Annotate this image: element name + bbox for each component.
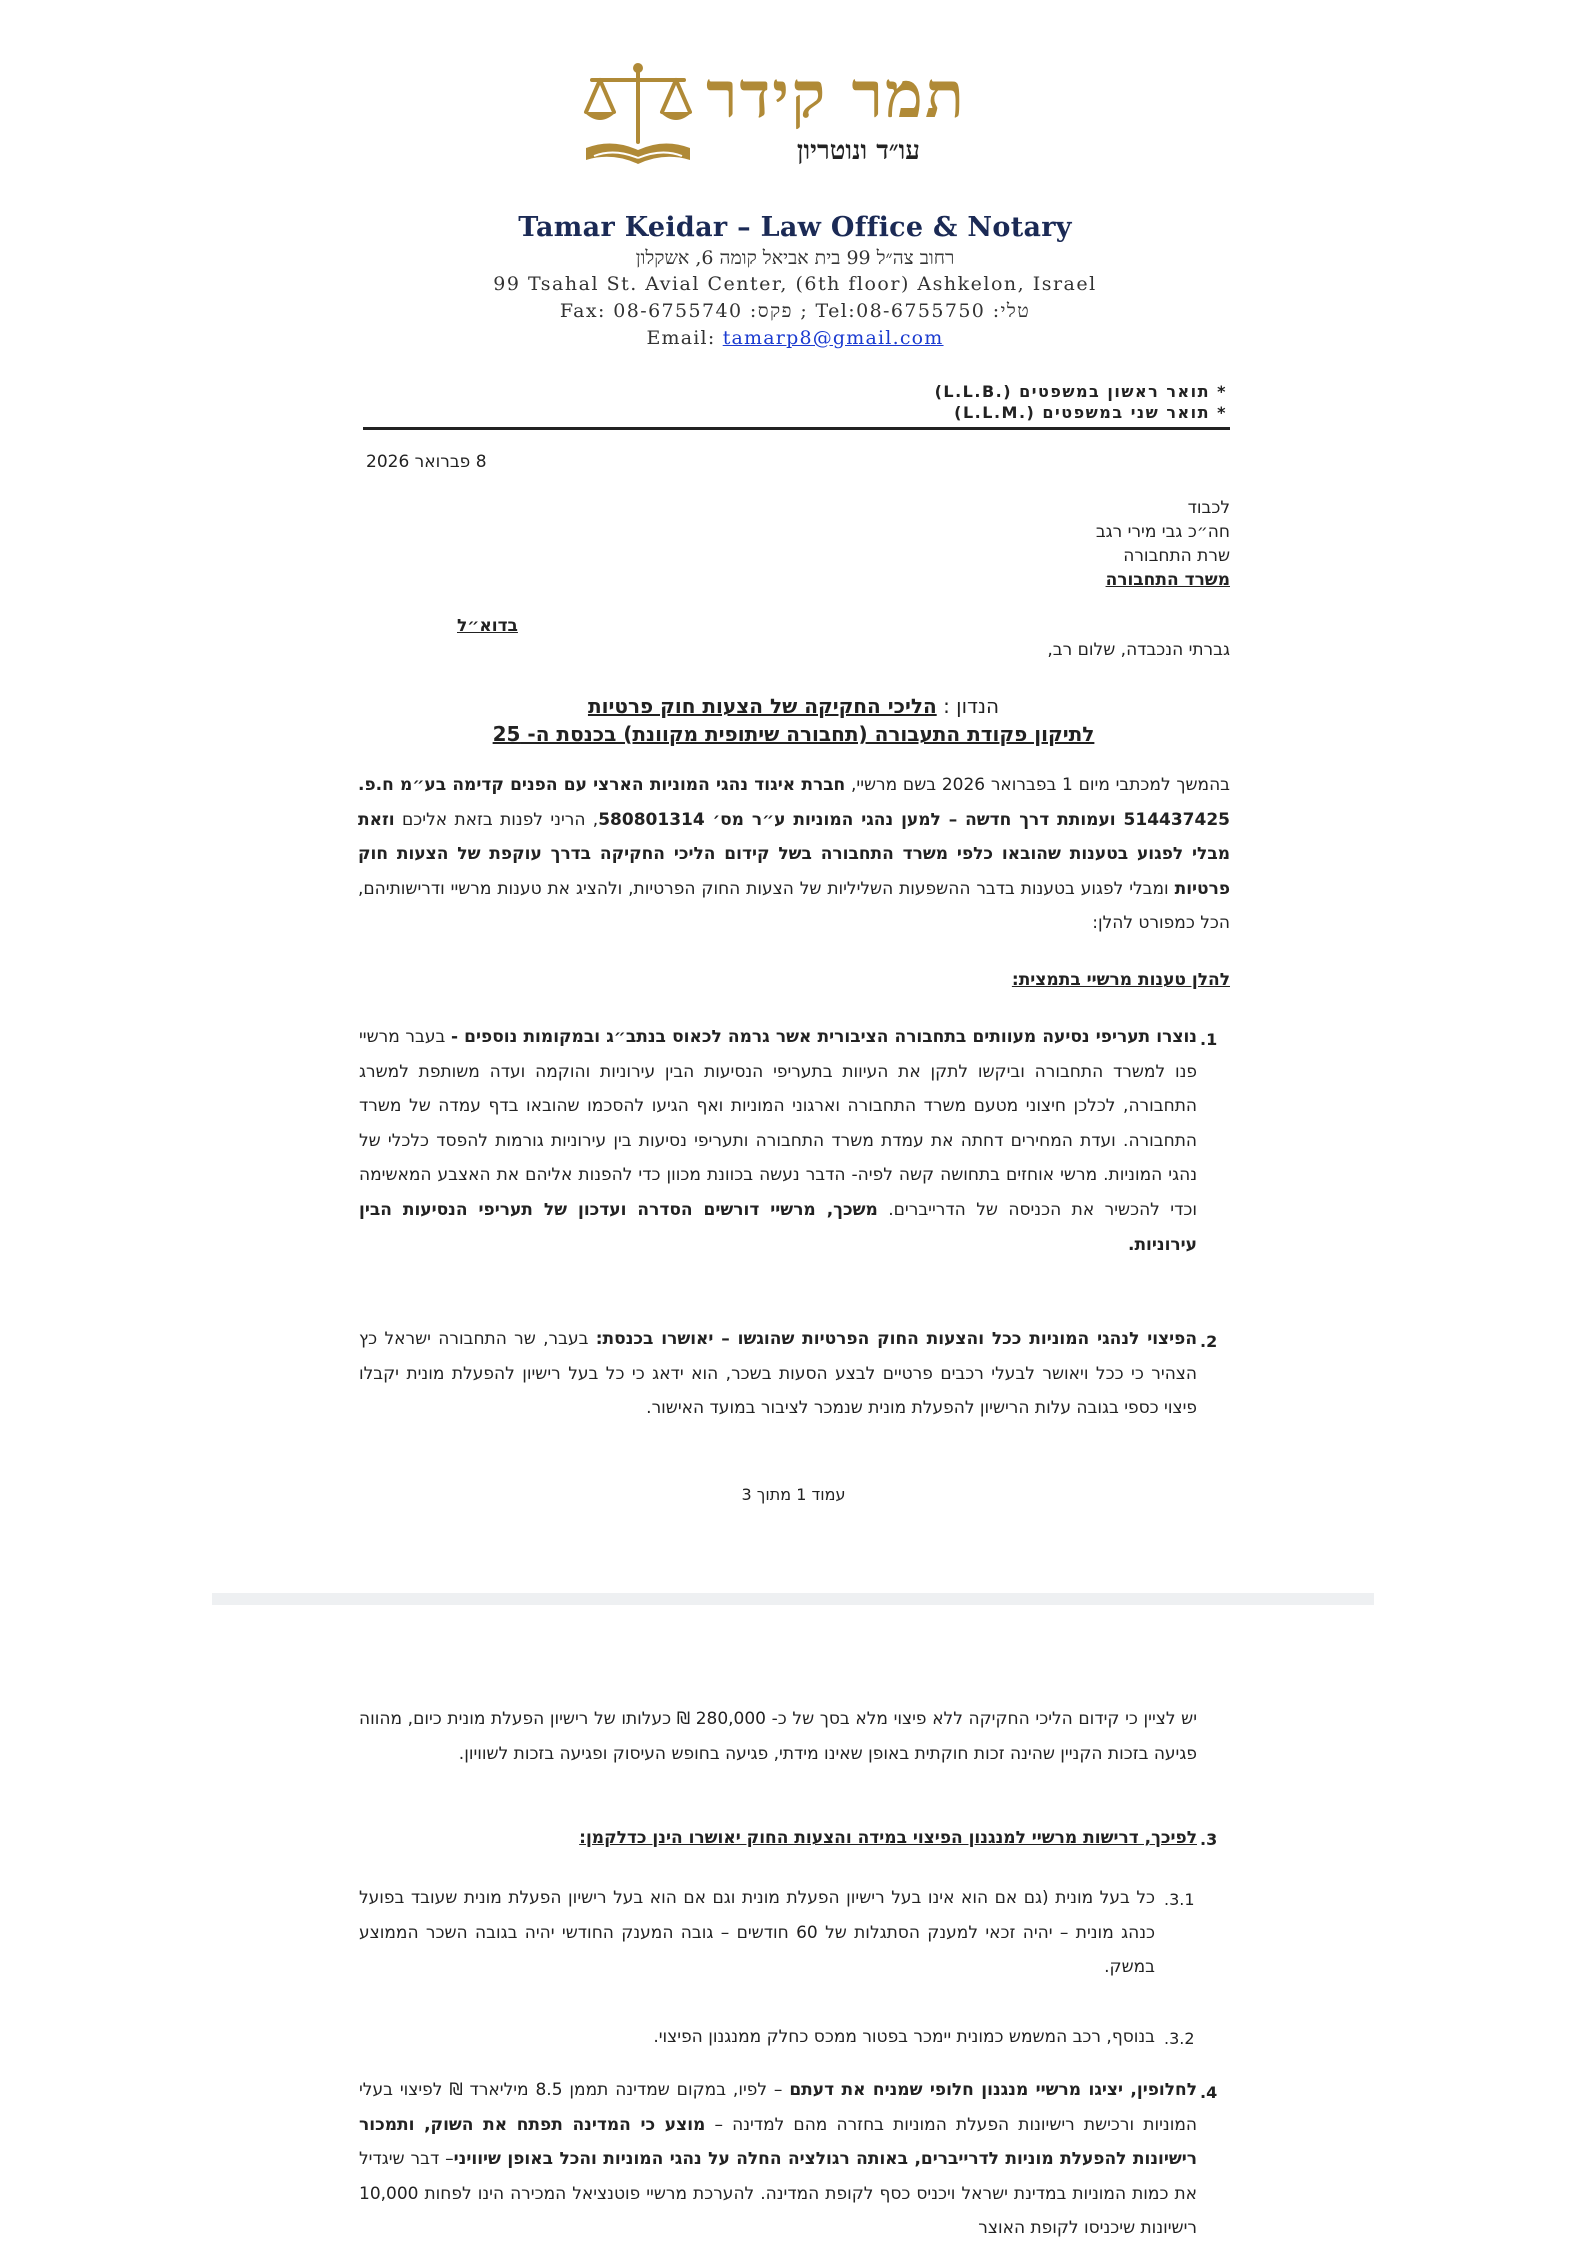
- delivery-method: בדוא״ל: [457, 616, 518, 636]
- firm-name: Tamar Keidar – Law Office & Notary: [518, 212, 1072, 243]
- address-english: 99 Tsahal St. Avial Center, (6th floor) Ashkelon, Israel: [493, 273, 1097, 295]
- letter-page-2: [0, 1605, 1587, 2245]
- scales-of-justice-icon: [578, 60, 698, 172]
- item-1-paragraph: נוצרו תעריפי נסיעה מעוותים בתחבורה הציבורית אשר גרמה לכאוס בנתב״ג ובמקומות נוספים - בעבר מרשיי פנו למשרד התחבורה וביקשו לתקן את העיוות בתעריפי הנסיעות הבין עירוניות והוקמה ועדה משותפת למשרג התחבורה, לכלכן חיצוני מטעם משרד התחבורה וארגוני המוניות ואף הגיעו להסכמו שהובאו בדף עמדה של משרד התחבורה. ועדת המחירים דחתה את עמדת משרד התחבורה ותעריפי נסיעות בין עירוניות גורמות להפסד כלכלי של נהגי המוניות. מרשי אוחזים בתחושה קשה לפיה- הדבר נעשה בכוונת מכוון כדי להפנות אליהם את האצבע המאשימה וכדי להכשיר את הכניסה של הדרייברים. משכך, מרשיי דורשים הסדרה ועדכון של תעריפי הנסיעות הבין עירוניות.: [359, 1027, 1197, 1255]
- subject-title: הליכי החקיקה של הצעות חוק פרטיות: [587, 694, 937, 718]
- subitem-number: .3.1: [1164, 1890, 1195, 1909]
- continuation-paragraph: יש לציין כי קידום הליכי החקיקה ללא פיצוי מלא בסך של כ- 280,000 ₪ כעלותו של רישיון הפעלת מונית כיום, מהווה פגיעה בזכות הקניין שהינה זכות חוקתית באופן שאינו מידתי, פגיעה בחופש העיסוק ופגיעה בזכות לשוויון.: [359, 1709, 1198, 1764]
- page-footer: עמוד 1 מתוך 3: [741, 1485, 846, 1504]
- degree-ba: * תואר ראשון במשפטים (.L.L.B): [934, 382, 1227, 401]
- logo-title: תמר קידר: [706, 58, 966, 133]
- intro-paragraph: בהמשך למכתבי מיום 1 בפברואר 2026 בשם מרשיי, חברת איגוד נהגי המוניות הארצי עם הפנים קדימה בע״מ ח.פ. 514437425 ועמותת דרך חדשה – למען נהגי המוניות ע״ר מס׳ 580801314, הריני לפנות בזאת אליכם וזאת מבלי לפגוע בטענות שהובאו כלפי משרד התחבורה בשל קידום הליכי החקיקה בדרך עוקפת של הצעות חוק פרטיות ומבלי לפגוע בטענות בדבר ההשפעות השליליות של הצעות החוק הפרטיות, ולהציג את טענות מרשיי ודרישותיהם, הכל כמפורט להלן:: [358, 775, 1231, 934]
- item-number: .3: [1200, 1830, 1218, 1849]
- item-number: .1: [1200, 1030, 1218, 1049]
- letter-date: 8 פברואר 2026: [366, 452, 487, 472]
- email-label: Email:: [646, 327, 716, 349]
- recipient-line: חה״כ גבי מירי רגב: [1095, 522, 1230, 542]
- logo-subtitle: עו״ד ונוטריון: [796, 136, 920, 166]
- recipient-office: משרד התחבורה: [1105, 570, 1230, 590]
- recipient-line: לכבוד: [1187, 498, 1230, 518]
- law-office-logo: [578, 56, 974, 178]
- header-divider: [363, 427, 1230, 430]
- item-number: .4: [1200, 2083, 1218, 2102]
- email-link[interactable]: tamarp8@gmail.com: [722, 327, 944, 349]
- summary-heading: להלן טענות מרשיי בתמצית:: [1011, 970, 1230, 990]
- item-3-heading: לפיכך, דרישות מרשיי למנגנון הפיצוי במידה והצעות החוק יאושרו הינן כדלקמן:: [579, 1828, 1197, 1848]
- email-line: [420, 327, 1170, 349]
- subitem-3-2: בנוסף, רכב המשמש כמונית יימכר בפטור ממכס כחלק ממנגנון הפיצוי.: [653, 2027, 1155, 2047]
- item-4-paragraph: לחלופין, יציגו מרשיי מנגנון חלופי שמניח את דעתם – לפיו, במקום שמדינה תממן 8.5 מיליארד ₪ לפיצוי בעלי המוניות ורכישת רישיונות הפעלת המוניות בחזרה מהם למדינה – מוצע כי המדינה תפתח את השוק, ותמכור רישיונות להפעלת מוניות לדרייברים, באותה רגולציה החלה על נהגי המוניות והכל באופן שיוויני– דבר שיגדיל את כמות המוניות במדינת ישראל ויכניס כסף לקופת המדינה. להערכת מרשיי פוטנציאל המכירה הינו לפחות 10,000 רישיונות שיכניסו לקופת האוצר: [359, 2080, 1198, 2239]
- subject-label: הנדון :: [943, 694, 1000, 718]
- subject-line-1: [0, 694, 1587, 718]
- address-hebrew: רחוב צה״ל 99 בית אביאל קומה 6, אשקלון: [635, 247, 955, 269]
- item-number: .2: [1200, 1332, 1218, 1351]
- fax-phone-line: Fax: 08-6755740 :פקס ; Tel:08-6755750 :טלי: [559, 300, 1031, 322]
- recipient-line: שרת התחבורה: [1123, 546, 1230, 566]
- subject-line-2: לתיקון פקודת התעבורה (תחבורה שיתופית מקוונת) בכנסת ה- 25: [492, 722, 1095, 746]
- greeting: גברתי הנכבדה, שלום רב,: [1047, 640, 1230, 660]
- degree-ma: * תואר שני במשפטים (.L.L.M): [954, 403, 1227, 422]
- subitem-number: .3.2: [1164, 2029, 1195, 2048]
- subitem-3-1: כל בעל מונית (גם אם הוא אינו בעל רישיון הפעלת מונית וגם אם הוא בעל רישיון הפעלת מונית שעובד בפועל כנהג מונית – יהיה זכאי למענק הסתגלות של 60 חודשים – גובה המענק החודשי יהיה בגובה השכר הממוצע במשק.: [359, 1888, 1155, 1978]
- item-2-paragraph: הפיצוי לנהגי המוניות ככל והצעות החוק הפרטיות שהוגשו – יאושרו בכנסת: בעבר, שר התחבורה ישראל כץ הצהיר כי ככל ויאושר לבעלי רכבים פרטיים לבצע הסעות בשכר, הוא ידאג כי כל בעל רישיון להפעלת מונית יקבלו פיצוי כספי בגובה עלות הרישיון להפעלת מונית שנמכר לציבור במועד האישור.: [359, 1329, 1197, 1419]
